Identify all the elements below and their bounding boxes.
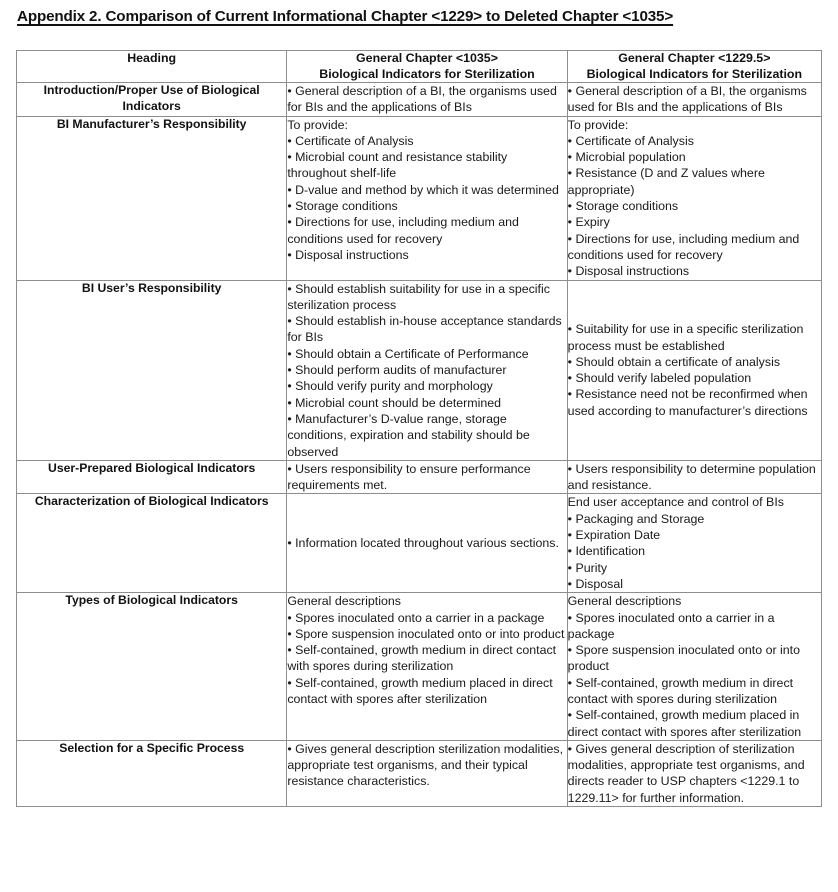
text-line: To provide: <box>567 117 629 132</box>
bullet-line: • Directions for use, including medium and conditions used for recovery <box>567 231 800 262</box>
column-header-heading <box>17 51 287 83</box>
text-line: General descriptions <box>567 594 682 609</box>
column-header-1035-line2: Biological Indicators for Sterilization <box>319 66 535 81</box>
cell-lines <box>287 535 566 551</box>
cell-chapter-1035 <box>287 593 567 741</box>
text-line: End user acceptance and control of BIs <box>567 495 784 510</box>
text-line: General descriptions <box>287 594 401 609</box>
cell-chapter-1035 <box>287 83 567 117</box>
comparison-table <box>16 50 822 807</box>
table-row <box>17 740 822 806</box>
bullet-line: • Manufacturer’s D-value range, storage conditions, expiration and stability should be observed <box>287 411 530 459</box>
bullet-line: • Storage conditions <box>287 199 398 214</box>
table-body <box>17 83 822 807</box>
row-heading: Selection for a Specific Process <box>17 740 287 806</box>
bullet-line: • Should establish suitability for use in a specific sterilization process <box>287 281 550 312</box>
cell-lines <box>287 741 566 790</box>
table-header-row <box>17 51 822 83</box>
column-header-heading-label: Heading <box>127 51 177 65</box>
bullet-line: • D-value and method by which it was determined <box>287 182 559 197</box>
table-row <box>17 83 822 117</box>
bullet-line: • Expiry <box>567 215 610 230</box>
cell-chapter-1229 <box>567 460 821 494</box>
row-heading: Characterization of Biological Indicators <box>17 494 287 593</box>
bullet-line: • Should establish in-house acceptance standards for BIs <box>287 314 562 345</box>
row-heading: User-Prepared Biological Indicators <box>17 460 287 494</box>
cell-lines <box>287 593 566 707</box>
bullet-line: • Self-contained, growth medium placed in direct contact with spores after sterilization <box>287 675 553 706</box>
cell-lines <box>568 593 821 740</box>
bullet-line: • General description of a BI, the organisms used for BIs and the applications of BIs <box>287 84 557 115</box>
bullet-line: • Users responsibility to ensure performance requirements met. <box>287 461 531 493</box>
bullet-line: • Spore suspension inoculated onto or into product <box>567 643 801 674</box>
cell-lines <box>568 461 821 494</box>
cell-chapter-1035 <box>287 116 567 280</box>
bullet-line: • Certificate of Analysis <box>287 133 414 148</box>
bullet-line: • Should obtain a Certificate of Performance <box>287 346 529 361</box>
bullet-line: • Should verify purity and morphology <box>287 379 493 394</box>
cell-lines <box>568 321 821 419</box>
column-header-chapter-1229 <box>567 51 821 83</box>
bullet-line: • Resistance (D and Z values where appropriate) <box>567 166 765 197</box>
page-title: Appendix 2. Comparison of Current Informational Chapter <1229> to Deleted Chapter <1035> <box>17 8 674 25</box>
bullet-line: • Disposal instructions <box>567 264 690 279</box>
bullet-line: • Spore suspension inoculated onto or into product <box>287 626 565 641</box>
bullet-line: • Information located throughout various sections. <box>287 536 559 551</box>
table-row <box>17 593 822 741</box>
bullet-line: • Identification <box>567 544 646 559</box>
bullet-line: • Resistance need not be reconfirmed when used according to manufacturer’s directions <box>567 387 808 418</box>
column-header-chapter-1035 <box>287 51 567 83</box>
row-heading: BI User’s Responsibility <box>17 280 287 460</box>
column-header-1035-line1: General Chapter <1035> <box>356 51 498 65</box>
cell-lines <box>287 117 566 264</box>
cell-lines <box>568 83 821 116</box>
table-row <box>17 494 822 593</box>
bullet-line: • Directions for use, including medium and conditions used for recovery <box>287 215 519 246</box>
cell-chapter-1035 <box>287 494 567 593</box>
bullet-line: • Microbial population <box>567 150 686 165</box>
column-header-1229-line1: General Chapter <1229.5> <box>618 51 771 65</box>
cell-lines <box>568 741 821 806</box>
cell-chapter-1035 <box>287 460 567 494</box>
cell-lines <box>287 281 566 460</box>
bullet-line: • Should obtain a certificate of analysis <box>567 354 781 369</box>
cell-chapter-1035 <box>287 740 567 806</box>
bullet-line: • Users responsibility to determine population and resistance. <box>567 461 816 493</box>
text-line: To provide: <box>287 117 348 132</box>
cell-chapter-1229 <box>567 494 821 593</box>
bullet-line: • Microbial count should be determined <box>287 395 502 410</box>
bullet-line: • Gives general description of sterilization modalities, appropriate test organisms, and directs reader to USP chapters <1229.1 to 1229.11> for further information. <box>567 741 805 805</box>
bullet-line: • Self-contained, growth medium in direct contact with spores during sterilization <box>287 643 557 674</box>
column-header-1229-line2: Biological Indicators for Sterilization <box>586 66 803 81</box>
bullet-line: • Storage conditions <box>567 199 679 214</box>
bullet-line: • Spores inoculated onto a carrier in a package <box>567 610 775 641</box>
table-row <box>17 460 822 494</box>
bullet-line: • Purity <box>567 560 608 575</box>
cell-chapter-1229 <box>567 83 821 117</box>
cell-lines <box>287 83 566 116</box>
row-heading: Types of Biological Indicators <box>17 593 287 741</box>
bullet-line: • Gives general description sterilization modalities, appropriate test organisms, and their typical resistance characteristics. <box>287 741 564 789</box>
table-row <box>17 280 822 460</box>
cell-chapter-1229 <box>567 740 821 806</box>
bullet-line: • Packaging and Storage <box>567 511 705 526</box>
cell-chapter-1229 <box>567 593 821 741</box>
cell-chapter-1035 <box>287 280 567 460</box>
bullet-line: • Disposal <box>567 576 623 591</box>
table-row <box>17 116 822 280</box>
cell-chapter-1229 <box>567 116 821 280</box>
bullet-line: • Microbial count and resistance stability throughout shelf-life <box>287 150 508 181</box>
row-heading: Introduction/Proper Use of Biological Indicators <box>17 83 287 117</box>
bullet-line: • Spores inoculated onto a carrier in a package <box>287 610 545 625</box>
bullet-line: • Disposal instructions <box>287 247 409 262</box>
bullet-line: • General description of a BI, the organisms used for BIs and the applications of BIs <box>567 84 807 115</box>
cell-lines <box>287 461 566 494</box>
bullet-line: • Suitability for use in a specific sterilization process must be established <box>567 322 804 353</box>
cell-lines <box>568 494 821 592</box>
bullet-line: • Self-contained, growth medium placed in direct contact with spores after sterilization <box>567 708 802 739</box>
bullet-line: • Self-contained, growth medium in direct contact with spores during sterilization <box>567 675 794 706</box>
bullet-line: • Should perform audits of manufacturer <box>287 363 507 378</box>
row-heading: BI Manufacturer’s Responsibility <box>17 116 287 280</box>
cell-lines <box>568 117 821 280</box>
bullet-line: • Expiration Date <box>567 528 661 543</box>
bullet-line: • Certificate of Analysis <box>567 133 694 148</box>
bullet-line: • Should verify labeled population <box>567 371 752 386</box>
cell-chapter-1229 <box>567 280 821 460</box>
